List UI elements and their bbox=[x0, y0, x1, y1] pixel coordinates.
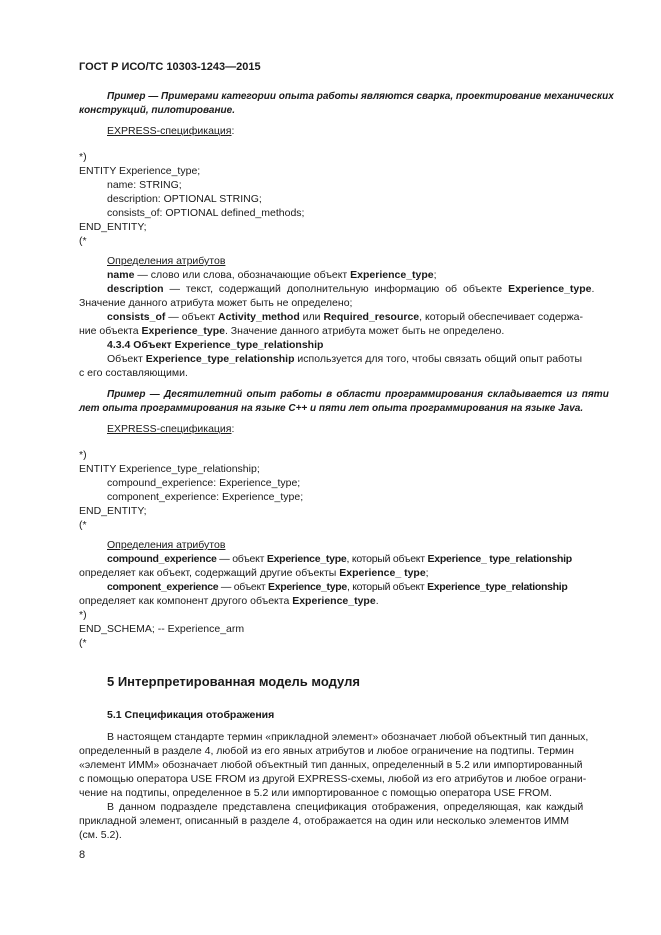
section-5-title: 5 Интерпретированная модель модуля bbox=[107, 674, 360, 689]
paragraph-line: В настоящем стандарте термин «прикладной элемент» обозначает любой объектный тип данных, bbox=[107, 731, 589, 743]
paragraph-line: «элемент ИММ» обозначает любой объектный тип данных, определенный в 5.2 или импортированный bbox=[79, 759, 583, 771]
example-note-2 bbox=[79, 388, 616, 416]
example-1-line-2: конструкций, пилотирование. bbox=[79, 105, 235, 116]
code-line: consists_of: OPTIONAL defined_methods; bbox=[107, 207, 305, 219]
page-number: 8 bbox=[79, 849, 86, 861]
code-line: compound_experience: Experience_type; bbox=[107, 477, 301, 489]
def-compound-experience-cont: определяет как объект, содержащий другие объекты Experience_ type; bbox=[79, 567, 429, 579]
code-line: (* bbox=[79, 519, 87, 531]
section-5-1-paragraph-2 bbox=[79, 800, 616, 842]
code-line: (* bbox=[79, 637, 87, 649]
code-line: *) bbox=[79, 449, 87, 461]
attr-defs-label-1: Определения атрибутов bbox=[107, 255, 226, 267]
paragraph-line: определенный в разделе 4, любой из его явных атрибутов и любое ограничение на подтипы. Термин bbox=[79, 745, 574, 757]
page-content bbox=[79, 90, 616, 842]
code-line: ENTITY Experience_type; bbox=[79, 165, 201, 177]
paragraph-line: прикладной элемент, описанный в разделе 4, отображается на один или несколько элементов ИММ bbox=[79, 815, 569, 827]
code-line: ENTITY Experience_type_relationship; bbox=[79, 463, 260, 475]
def-component-experience-cont: определяет как компонент другого объекта Experience_type. bbox=[79, 595, 379, 607]
paragraph-line: с помощью оператора USE FROM из другой EXPRESS-схемы, любой из его атрибутов и любое ограни- bbox=[79, 773, 587, 785]
code-line: name: STRING; bbox=[107, 179, 182, 191]
code-line: *) bbox=[79, 609, 87, 621]
attr-defs-label-2: Определения атрибутов bbox=[107, 539, 226, 551]
def-name: name — слово или слова, обозначающие объект Experience_type; bbox=[107, 269, 437, 281]
section-5-1-title: 5.1 Спецификация отображения bbox=[107, 709, 275, 721]
section-5-1-paragraph-1 bbox=[79, 730, 616, 800]
def-consists-of: consists_of — объект Activity_method или Required_resource, который обеспечивает содержа- bbox=[107, 311, 584, 323]
paragraph-line: (см. 5.2). bbox=[79, 829, 122, 841]
code-block-schema-end bbox=[79, 608, 616, 650]
paragraph-line: чение на подтипы, определенное в 5.2 или импортированное с помощью оператора USE FROM. bbox=[79, 787, 552, 799]
code-line: *) bbox=[79, 151, 87, 163]
def-component-experience: component_experience — объект Experience_type, который объект Experience_type_relationship bbox=[107, 581, 568, 593]
example-2-line-1: Пример — Десятилетний опыт работы в области программирования складывается из пяти bbox=[107, 389, 609, 400]
paragraph-line: В данном подразделе представлена спецификация отображения, определяющая, как каждый bbox=[107, 801, 584, 813]
code-line: END_SCHEMA; -- Experience_arm bbox=[79, 623, 245, 635]
code-line: END_ENTITY; bbox=[79, 221, 147, 233]
section-4-3-4-paragraph-cont: с его составляющими. bbox=[79, 367, 188, 379]
def-description: description — текст, содержащий дополнительную информацию об объекте Experience_type. bbox=[107, 283, 595, 295]
def-compound-experience: compound_experience — объект Experience_type, который объект Experience_ type_relationship bbox=[107, 553, 572, 565]
example-1-line-1: Пример — Примерами категории опыта работы являются сварка, проектирование механических bbox=[107, 91, 614, 102]
example-2-line-2: лет опыта программирования на языке С++ и пяти лет опыта программирования на языке Java. bbox=[79, 403, 584, 414]
code-block-experience-type bbox=[79, 150, 616, 248]
code-line: END_ENTITY; bbox=[79, 505, 147, 517]
code-line: description: OPTIONAL STRING; bbox=[107, 193, 262, 205]
code-line: component_experience: Experience_type; bbox=[107, 491, 304, 503]
code-block-experience-type-relationship bbox=[79, 448, 616, 532]
express-spec-label-2: EXPRESS-спецификация: bbox=[107, 423, 235, 435]
code-line: (* bbox=[79, 235, 87, 247]
example-note-1 bbox=[79, 90, 616, 118]
section-4-3-4-title: 4.3.4 Объект Experience_type_relationship bbox=[107, 339, 324, 351]
section-4-3-4-paragraph: Объект Experience_type_relationship используется для того, чтобы связать общий опыт работы bbox=[107, 353, 583, 365]
standard-header: ГОСТ Р ИСО/ТС 10303-1243—2015 bbox=[79, 61, 261, 73]
express-spec-label-1: EXPRESS-спецификация: bbox=[107, 125, 235, 137]
def-description-cont: Значение данного атрибута может быть не определено; bbox=[79, 297, 353, 309]
def-consists-of-cont: ние объекта Experience_type. Значение данного атрибута может быть не определено. bbox=[79, 325, 505, 337]
